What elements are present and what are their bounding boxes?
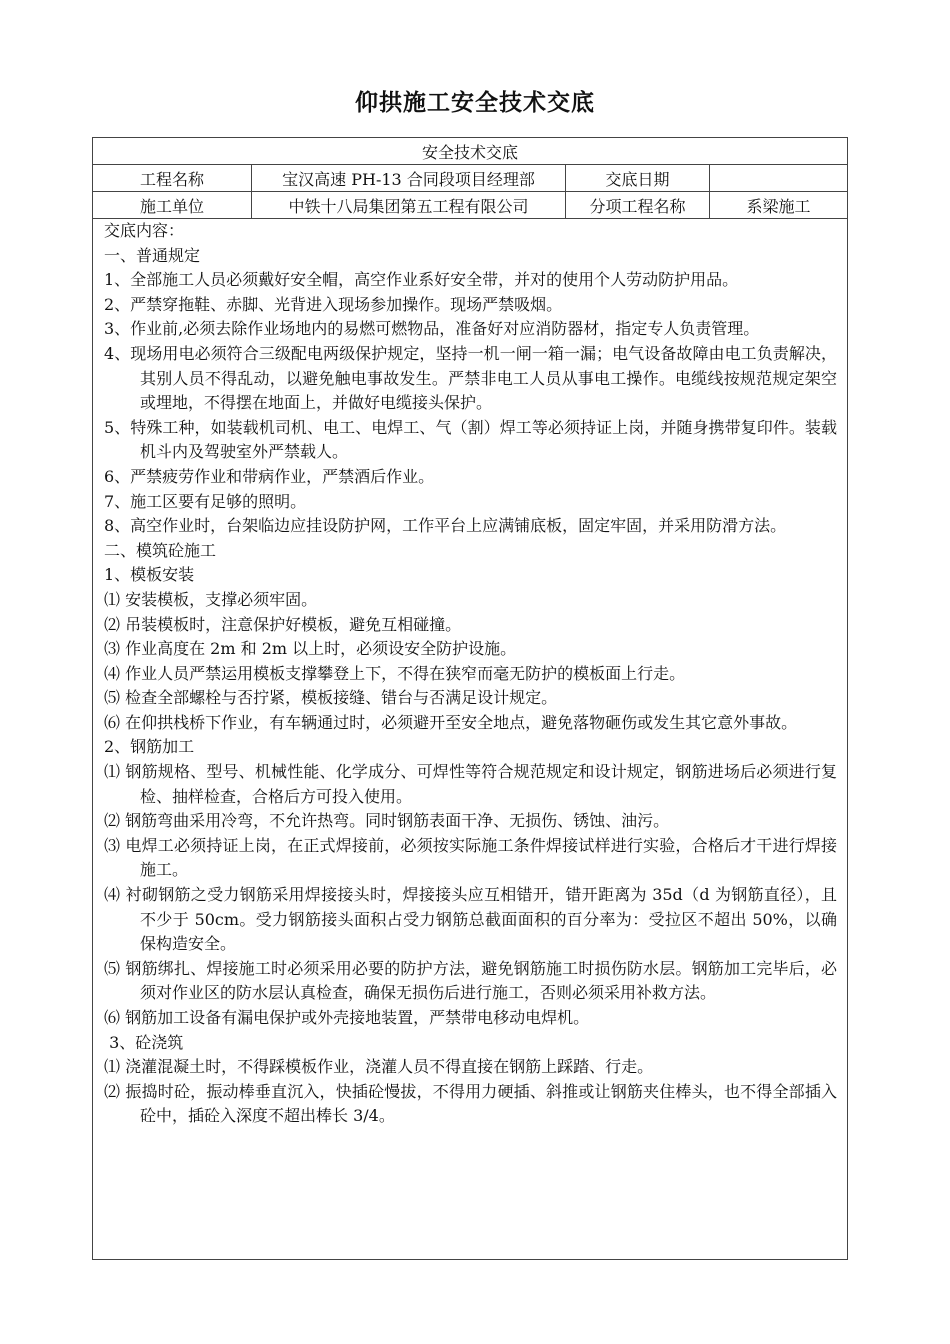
subsection-pouring: 3、砼浇筑 [104,1032,184,1052]
disclosure-content [93,219,847,1129]
formwork-item-4: ⑷ 作业人员严禁运用模板支撑攀登上下，不得在狭窄而毫无防护的模板面上行走。 [104,663,686,683]
rebar-item-6: ⑹ 钢筋加工设备有漏电保护或外壳接地装置，严禁带电移动电焊机。 [104,1008,590,1027]
rebar-item-1: ⑴ 钢筋规格、型号、机械性能、化学成分、可焊性等符合规范规定和设计规定，钢筋进场后必须进行复检、抽样检查，合格后方可投入使用。 [104,762,837,806]
subsection-formwork: 1、模板安装 [104,565,195,585]
construction-unit-value: 中铁十八局集团第五工程有限公司 [251,192,565,218]
section-concrete-construction: 二、模筑砼施工 [104,540,217,560]
construction-unit-label: 施工单位 [139,196,204,216]
content-intro: 交底内容： [104,221,185,240]
formwork-item-3: ⑶ 作业高度在 2m 和 2m 以上时，必须设安全防护设施。 [104,639,517,659]
table-header-row [93,138,847,165]
table-header: 安全技术交底 [421,142,518,162]
formwork-item-5: ⑸ 检查全部螺栓与否拧紧，模板接缝、错台与否满足设计规定。 [104,688,558,708]
rule-5: 5、特殊工种，如装载机司机、电工、电焊工、气（割）焊工等必须持证上岗，并随身携带复印件。装载机斗内及驾驶室外严禁载人。 [104,417,837,462]
formwork-item-2: ⑵ 吊装模板时，注意保护好模板，避免互相碰撞。 [104,614,462,634]
sub-project-value: 系梁施工 [709,192,847,218]
rule-7: 7、施工区要有足够的照明。 [104,491,307,511]
project-name-value: 宝汉高速 PH-13 合同段项目经理部 [251,165,565,191]
project-name-label: 工程名称 [139,169,204,189]
sub-project-label: 分项工程名称 [565,192,709,218]
formwork-item-6: ⑹ 在仰拱栈桥下作业，有车辆通过时，必须避开至安全地点，避免落物砸伤或发生其它意外事故。 [104,712,798,732]
rebar-item-4: ⑷ 衬砌钢筋之受力钢筋采用焊接接头时，焊接接头应互相错开，错开距离为 35d（d 为钢筋直径），且不少于 50cm。受力钢筋接头面积占受力钢筋总截面面积的百分率为：受拉区不超出 50%，以确保构造安全。 [104,885,837,954]
disclosure-table [92,137,848,1260]
unit-row [93,192,847,219]
rule-8: 8、高空作业时，台架临边应挂设防护网，工作平台上应满铺底板，固定牢固，并采用防滑方法。 [104,516,787,536]
subsection-rebar: 2、钢筋加工 [104,737,195,757]
disclosure-date-label: 交底日期 [565,165,709,191]
rule-6: 6、严禁疲劳作业和带病作业，严禁酒后作业。 [104,466,435,486]
formwork-item-1: ⑴ 安装模板，支撑必须牢固。 [104,589,318,609]
document-title: 仰拱施工安全技术交底 [355,89,595,116]
rule-4: 4、现场用电必须符合三级配电两级保护规定，坚持一机一闸一箱一漏；电气设备故障由电工负责解决，其别人员不得乱动，以避免触电事故发生。严禁非电工人员从事电工操作。电缆线按规范规定架空或埋地，不得摆在地面上，并做好电缆接头保护。 [104,343,837,413]
section-general-rules: 一、普通规定 [104,245,201,265]
rule-1: 1、全部施工人员必须戴好安全帽，高空作业系好安全带，并对的使用个人劳动防护用品。 [104,270,739,290]
project-row [93,165,847,192]
rule-2: 2、严禁穿拖鞋、赤脚、光背进入现场参加操作。现场严禁吸烟。 [104,294,563,314]
rebar-item-5: ⑸ 钢筋绑扎、焊接施工时必须采用必要的防护方法，避免钢筋施工时损伤防水层。钢筋加工完毕后，必须对作业区的防水层认真检查，确保无损伤后进行施工，否则必须采用补救方法。 [104,958,837,1003]
pouring-item-2: ⑵ 振捣时砼，振动棒垂直沉入，快插砼慢拔，不得用力硬插、斜推或让钢筋夹住棒头，也不得全部插入砼中，插砼入深度不超出棒长 3/4。 [104,1081,837,1126]
pouring-item-1: ⑴ 浇灌混凝土时，不得踩模板作业，浇灌人员不得直接在钢筋上踩踏、行走。 [104,1057,654,1077]
rule-3: 3、作业前,必须去除作业场地内的易燃可燃物品，准备好对应消防器材，指定专人负责管理。 [104,319,760,339]
disclosure-date-value [709,165,847,191]
rebar-item-2: ⑵ 钢筋弯曲采用冷弯，不允许热弯。同时钢筋表面干净、无损伤、锈蚀、油污。 [104,811,670,831]
rebar-item-3: ⑶ 电焊工必须持证上岗，在正式焊接前，必须按实际施工条件焊接试样进行实验，合格后才干进行焊接施工。 [104,835,837,880]
